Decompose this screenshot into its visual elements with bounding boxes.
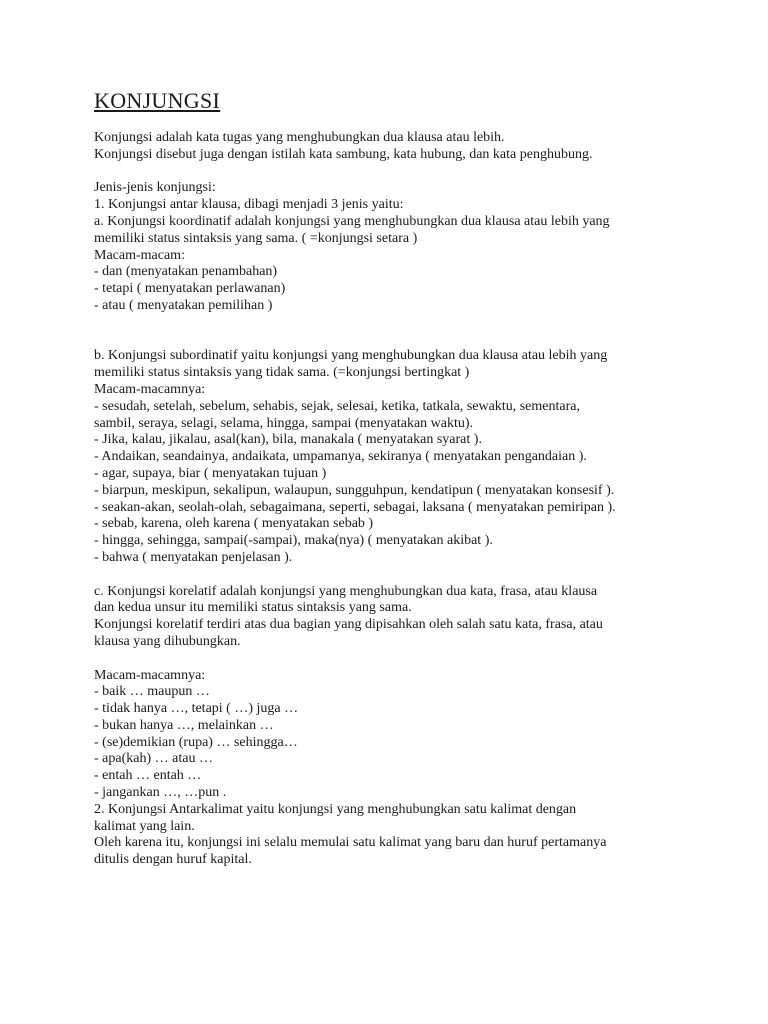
- list-item: - Jika, kalau, jikalau, asal(kan), bila, manakala ( menyatakan syarat ).: [94, 432, 482, 448]
- text-line: memiliki status sintaksis yang sama. ( =konjungsi setara ): [94, 230, 418, 246]
- list-item: - Andaikan, seandainya, andaikata, umpamanya, sekiranya ( menyatakan pengandaian ).: [94, 449, 587, 465]
- list-item: - sesudah, setelah, sebelum, sehabis, sejak, selesai, ketika, tatkala, sewaktu, sementara,: [94, 398, 580, 414]
- list-item: - dan (menyatakan penambahan): [94, 264, 278, 280]
- text-line: Macam-macam:: [94, 247, 185, 263]
- list-item: - biarpun, meskipun, sekalipun, walaupun, sungguhpun, kendatipun ( menyatakan konsesif ).: [94, 482, 615, 498]
- list-item: - seakan-akan, seolah-olah, sebagaimana, seperti, sebagai, laksana ( menyatakan pemiripan ).: [94, 499, 616, 515]
- text-line: memiliki status sintaksis yang tidak sama. (=konjungsi bertingkat ): [94, 365, 470, 381]
- list-item: - bukan hanya …, melainkan …: [94, 717, 274, 733]
- text-line: ditulis dengan huruf kapital.: [94, 852, 252, 868]
- list-item: - bahwa ( menyatakan penjelasan ).: [94, 549, 293, 565]
- text-line: Macam-macamnya:: [94, 667, 206, 683]
- text-line: Jenis-jenis konjungsi:: [94, 180, 216, 196]
- text-line: Konjungsi korelatif terdiri atas dua bagian yang dipisahkan oleh salah satu kata, frasa, atau: [94, 617, 603, 633]
- list-item: sambil, seraya, selagi, selama, hingga, sampai (menyatakan waktu).: [94, 415, 474, 431]
- list-item: - baik … maupun …: [94, 684, 210, 700]
- list-item: - jangankan …, …pun .: [94, 785, 227, 801]
- text-line: Konjungsi adalah kata tugas yang menghubungkan dua klausa atau lebih.: [94, 130, 505, 145]
- text-line: dan kedua unsur itu memiliki status sintaksis yang sama.: [94, 600, 412, 616]
- list-item: - tetapi ( menyatakan perlawanan): [94, 281, 286, 297]
- section-correlative: [94, 584, 734, 651]
- list-item: - (se)demikian (rupa) … sehingga…: [94, 734, 298, 750]
- text-line: Macam-macamnya:: [94, 381, 206, 397]
- list-item: - apa(kah) … atau …: [94, 751, 213, 767]
- list-item: - sebab, karena, oleh karena ( menyatakan sebab ): [94, 516, 374, 532]
- text-line: b. Konjungsi subordinatif yaitu konjungsi yang menghubungkan dua klausa atau lebih yang: [94, 348, 608, 364]
- blank-line: [94, 164, 734, 181]
- document-page: [94, 88, 734, 869]
- section-correlative-list: [94, 668, 734, 870]
- blank-line: [94, 651, 734, 668]
- list-item: - agar, supaya, biar ( menyatakan tujuan ): [94, 465, 327, 481]
- text-line: 2. Konjungsi Antarkalimat yaitu konjungsi yang menghubungkan satu kalimat dengan: [94, 801, 577, 817]
- list-item: - entah … entah …: [94, 768, 202, 784]
- text-line: klausa yang dihubungkan.: [94, 633, 241, 649]
- text-line: 1. Konjungsi antar klausa, dibagi menjadi 3 jenis yaitu:: [94, 197, 404, 213]
- blank-line: [94, 567, 734, 584]
- list-item: - atau ( menyatakan pemilihan ): [94, 297, 273, 313]
- section-coordinative: [94, 180, 734, 314]
- text-line: a. Konjungsi koordinatif adalah konjungsi yang menghubungkan dua klausa atau lebih yang: [94, 213, 610, 229]
- section-subordinative: [94, 348, 734, 566]
- intro-paragraph: [94, 130, 734, 164]
- text-line: Oleh karena itu, konjungsi ini selalu memulai satu kalimat yang baru dan huruf pertamanya: [94, 835, 607, 851]
- list-item: - hingga, sehingga, sampai(-sampai), maka(nya) ( menyatakan akibat ).: [94, 533, 493, 549]
- list-item: - tidak hanya …, tetapi ( …) juga …: [94, 701, 299, 717]
- text-line: Konjungsi disebut juga dengan istilah kata sambung, kata hubung, dan kata penghubung.: [94, 146, 593, 162]
- text-line: c. Konjungsi korelatif adalah konjungsi yang menghubungkan dua kata, frasa, atau klausa: [94, 583, 598, 599]
- text-line: kalimat yang lain.: [94, 818, 195, 834]
- document-title: KONJUNGSI: [94, 88, 221, 113]
- blank-line: [94, 315, 734, 349]
